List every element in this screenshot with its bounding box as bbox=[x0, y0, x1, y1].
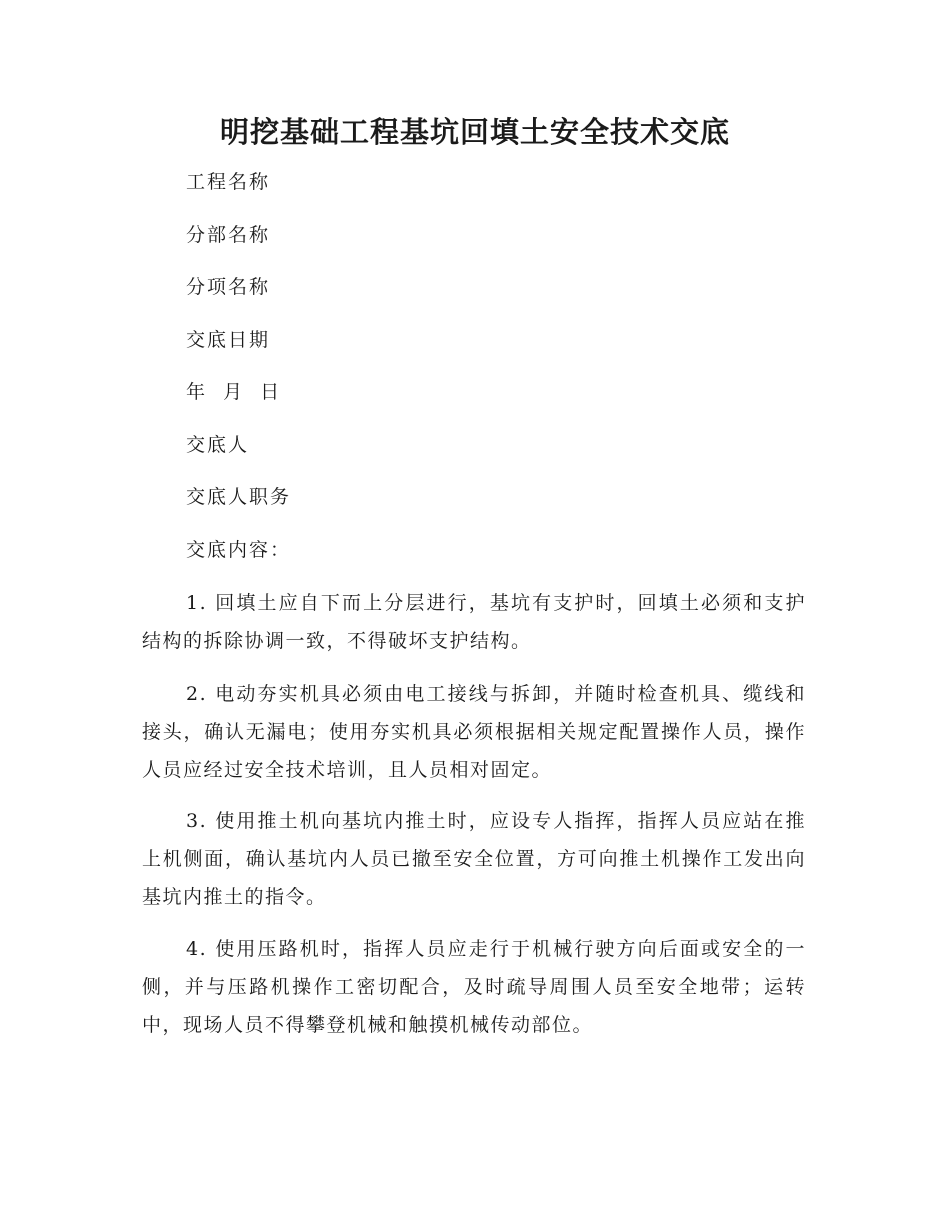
presenter-position-label: 交底人职务 bbox=[186, 486, 292, 508]
content-label: 交底内容： bbox=[186, 539, 292, 561]
date-label: 交底日期 bbox=[186, 329, 271, 351]
paragraph-4: 4. 使用压路机时，指挥人员应走行于机械行驶方向后面或安全的一侧，并与压路机操作工密切配合，及时疏导周围人员至安全地带；运转中，现场人员不得攀登机械和触摸机械传动部位。 bbox=[142, 938, 806, 1036]
presenter-label: 交底人 bbox=[186, 434, 250, 456]
paragraph-2: 2. 电动夯实机具必须由电工接线与拆卸，并随时检查机具、缆线和接头，确认无漏电；使用夯实机具必须根据相关规定配置操作人员，操作人员应经过安全技术培训，且人员相对固定。 bbox=[142, 683, 806, 781]
paragraph-1: 1. 回填土应自下而上分层进行，基坑有支护时，回填土必须和支护结构的拆除协调一致，不得破坏支护结构。 bbox=[142, 592, 806, 652]
division-name-label: 分部名称 bbox=[186, 224, 271, 246]
paragraph-3: 3. 使用推土机向基坑内推土时，应设专人指挥，指挥人员应站在推上机侧面，确认基坑内人员已撤至安全位置，方可向推土机操作工发出向基坑内推土的指令。 bbox=[142, 810, 806, 908]
date-format: 年 月 日 bbox=[186, 381, 282, 403]
item-name-label: 分项名称 bbox=[186, 276, 271, 298]
document-title: 明挖基础工程基坑回填土安全技术交底 bbox=[219, 115, 730, 149]
project-name-label: 工程名称 bbox=[186, 171, 271, 193]
